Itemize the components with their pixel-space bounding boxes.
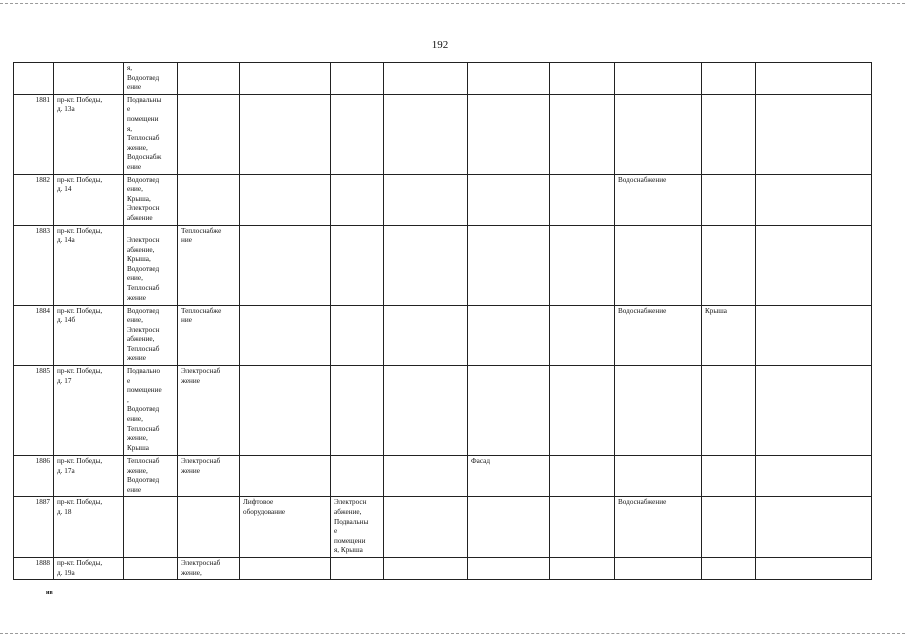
footer-mark: ив bbox=[46, 590, 53, 596]
work-type-cell-1: Водоотвед ение, Крыша, Электросн абжение bbox=[124, 174, 178, 225]
work-type-cell-10 bbox=[756, 225, 872, 305]
work-type-cell-7 bbox=[550, 456, 615, 497]
work-type-cell-8: Водоснабжение bbox=[615, 174, 702, 225]
work-type-cell-8 bbox=[615, 94, 702, 174]
work-type-cell-7 bbox=[550, 94, 615, 174]
work-type-cell-1: Подвально е помещение , Водоотвед ение, Теплоснаб жение, Крыша bbox=[124, 366, 178, 456]
work-type-cell-6 bbox=[468, 305, 550, 366]
work-type-cell-10 bbox=[756, 174, 872, 225]
work-type-cell-1: Теплоснаб жение, Водоотвед ение bbox=[124, 456, 178, 497]
work-type-cell-2 bbox=[178, 497, 240, 558]
work-type-cell-2 bbox=[178, 94, 240, 174]
scan-edge-bottom bbox=[0, 633, 905, 634]
row-number: 1887 bbox=[14, 497, 54, 558]
row-number: 1885 bbox=[14, 366, 54, 456]
address-cell: пр-кт. Победы, д. 17а bbox=[54, 456, 124, 497]
work-type-cell-6: Фасад bbox=[468, 456, 550, 497]
table-row bbox=[14, 497, 872, 558]
work-type-cell-7 bbox=[550, 174, 615, 225]
work-type-cell-7 bbox=[550, 558, 615, 580]
work-type-cell-4: Электросн абжение, Подвальны е помещени я, Крыша bbox=[331, 497, 384, 558]
work-type-cell-5 bbox=[384, 225, 468, 305]
work-type-cell-3: Лифтовое оборудование bbox=[240, 497, 331, 558]
work-type-cell-3 bbox=[240, 63, 331, 95]
table-row bbox=[14, 94, 872, 174]
work-type-cell-10 bbox=[756, 456, 872, 497]
work-type-cell-10 bbox=[756, 497, 872, 558]
table-row bbox=[14, 305, 872, 366]
address-cell: пр-кт. Победы, д. 14а bbox=[54, 225, 124, 305]
table-row bbox=[14, 366, 872, 456]
work-type-cell-2: Электроснаб жение, bbox=[178, 558, 240, 580]
work-type-cell-9 bbox=[702, 456, 756, 497]
work-type-cell-3 bbox=[240, 94, 331, 174]
work-type-cell-2: Электроснаб жение bbox=[178, 456, 240, 497]
work-type-cell-1: Электросн абжение, Крыша, Водоотвед ение, Теплоснаб жение bbox=[124, 225, 178, 305]
work-type-cell-4 bbox=[331, 63, 384, 95]
address-cell bbox=[54, 63, 124, 95]
work-type-cell-1 bbox=[124, 558, 178, 580]
repair-schedule-table bbox=[13, 62, 872, 580]
work-type-cell-6 bbox=[468, 497, 550, 558]
work-type-cell-2 bbox=[178, 174, 240, 225]
work-type-cell-8: Водоснабжение bbox=[615, 497, 702, 558]
address-cell: пр-кт. Победы, д. 14б bbox=[54, 305, 124, 366]
work-type-cell-3 bbox=[240, 305, 331, 366]
work-type-cell-9 bbox=[702, 366, 756, 456]
work-type-cell-6 bbox=[468, 366, 550, 456]
work-type-cell-9 bbox=[702, 225, 756, 305]
work-type-cell-2: Электроснаб жение bbox=[178, 366, 240, 456]
work-type-cell-9: Крыша bbox=[702, 305, 756, 366]
work-type-cell-10 bbox=[756, 63, 872, 95]
work-type-cell-3 bbox=[240, 174, 331, 225]
work-type-cell-3 bbox=[240, 558, 331, 580]
work-type-cell-6 bbox=[468, 225, 550, 305]
row-number: 1884 bbox=[14, 305, 54, 366]
row-number: 1883 bbox=[14, 225, 54, 305]
work-type-cell-4 bbox=[331, 305, 384, 366]
row-number: 1886 bbox=[14, 456, 54, 497]
table-row bbox=[14, 174, 872, 225]
work-type-cell-5 bbox=[384, 497, 468, 558]
work-type-cell-1: Подвальны е помещени я, Теплоснаб жение, Водоснабж ение bbox=[124, 94, 178, 174]
work-type-cell-8 bbox=[615, 456, 702, 497]
page-number: 192 bbox=[431, 39, 449, 51]
work-type-cell-5 bbox=[384, 63, 468, 95]
work-type-cell-6 bbox=[468, 94, 550, 174]
work-type-cell-5 bbox=[384, 94, 468, 174]
work-type-cell-9 bbox=[702, 558, 756, 580]
scan-edge-top bbox=[0, 3, 905, 4]
work-type-cell-9 bbox=[702, 174, 756, 225]
work-type-cell-7 bbox=[550, 305, 615, 366]
work-type-cell-4 bbox=[331, 558, 384, 580]
work-type-cell-10 bbox=[756, 558, 872, 580]
work-type-cell-4 bbox=[331, 174, 384, 225]
work-type-cell-6 bbox=[468, 63, 550, 95]
address-cell: пр-кт. Победы, д. 14 bbox=[54, 174, 124, 225]
work-type-cell-2: Теплоснабже ние bbox=[178, 225, 240, 305]
work-type-cell-4 bbox=[331, 456, 384, 497]
work-type-cell-4 bbox=[331, 94, 384, 174]
row-number: 1881 bbox=[14, 94, 54, 174]
table-row bbox=[14, 225, 872, 305]
work-type-cell-6 bbox=[468, 174, 550, 225]
work-type-cell-7 bbox=[550, 63, 615, 95]
work-type-cell-10 bbox=[756, 305, 872, 366]
work-type-cell-3 bbox=[240, 366, 331, 456]
work-type-cell-4 bbox=[331, 366, 384, 456]
work-type-cell-10 bbox=[756, 94, 872, 174]
work-type-cell-5 bbox=[384, 174, 468, 225]
table-row bbox=[14, 558, 872, 580]
work-type-cell-8 bbox=[615, 366, 702, 456]
table-row bbox=[14, 63, 872, 95]
work-type-cell-10 bbox=[756, 366, 872, 456]
work-type-cell-8 bbox=[615, 225, 702, 305]
work-type-cell-5 bbox=[384, 305, 468, 366]
work-type-cell-7 bbox=[550, 366, 615, 456]
work-type-cell-8: Водоснабжение bbox=[615, 305, 702, 366]
work-type-cell-2 bbox=[178, 63, 240, 95]
work-type-cell-5 bbox=[384, 456, 468, 497]
work-type-cell-9 bbox=[702, 94, 756, 174]
table-body bbox=[14, 63, 872, 580]
work-type-cell-5 bbox=[384, 558, 468, 580]
work-type-cell-1 bbox=[124, 497, 178, 558]
work-type-cell-7 bbox=[550, 497, 615, 558]
address-cell: пр-кт. Победы, д. 18 bbox=[54, 497, 124, 558]
table-row bbox=[14, 456, 872, 497]
work-type-cell-9 bbox=[702, 63, 756, 95]
row-number bbox=[14, 63, 54, 95]
address-cell: пр-кт. Победы, д. 13а bbox=[54, 94, 124, 174]
work-type-cell-3 bbox=[240, 225, 331, 305]
work-type-cell-1: Водоотвед ение, Электросн абжение, Теплоснаб жение bbox=[124, 305, 178, 366]
work-type-cell-8 bbox=[615, 63, 702, 95]
work-type-cell-4 bbox=[331, 225, 384, 305]
work-type-cell-2: Теплоснабже ние bbox=[178, 305, 240, 366]
work-type-cell-5 bbox=[384, 366, 468, 456]
row-number: 1888 bbox=[14, 558, 54, 580]
work-type-cell-3 bbox=[240, 456, 331, 497]
work-type-cell-9 bbox=[702, 497, 756, 558]
work-type-cell-1: я, Водоотвед ение bbox=[124, 63, 178, 95]
address-cell: пр-кт. Победы, д. 17 bbox=[54, 366, 124, 456]
address-cell: пр-кт. Победы, д. 19а bbox=[54, 558, 124, 580]
work-type-cell-8 bbox=[615, 558, 702, 580]
work-type-cell-6 bbox=[468, 558, 550, 580]
work-type-cell-7 bbox=[550, 225, 615, 305]
row-number: 1882 bbox=[14, 174, 54, 225]
